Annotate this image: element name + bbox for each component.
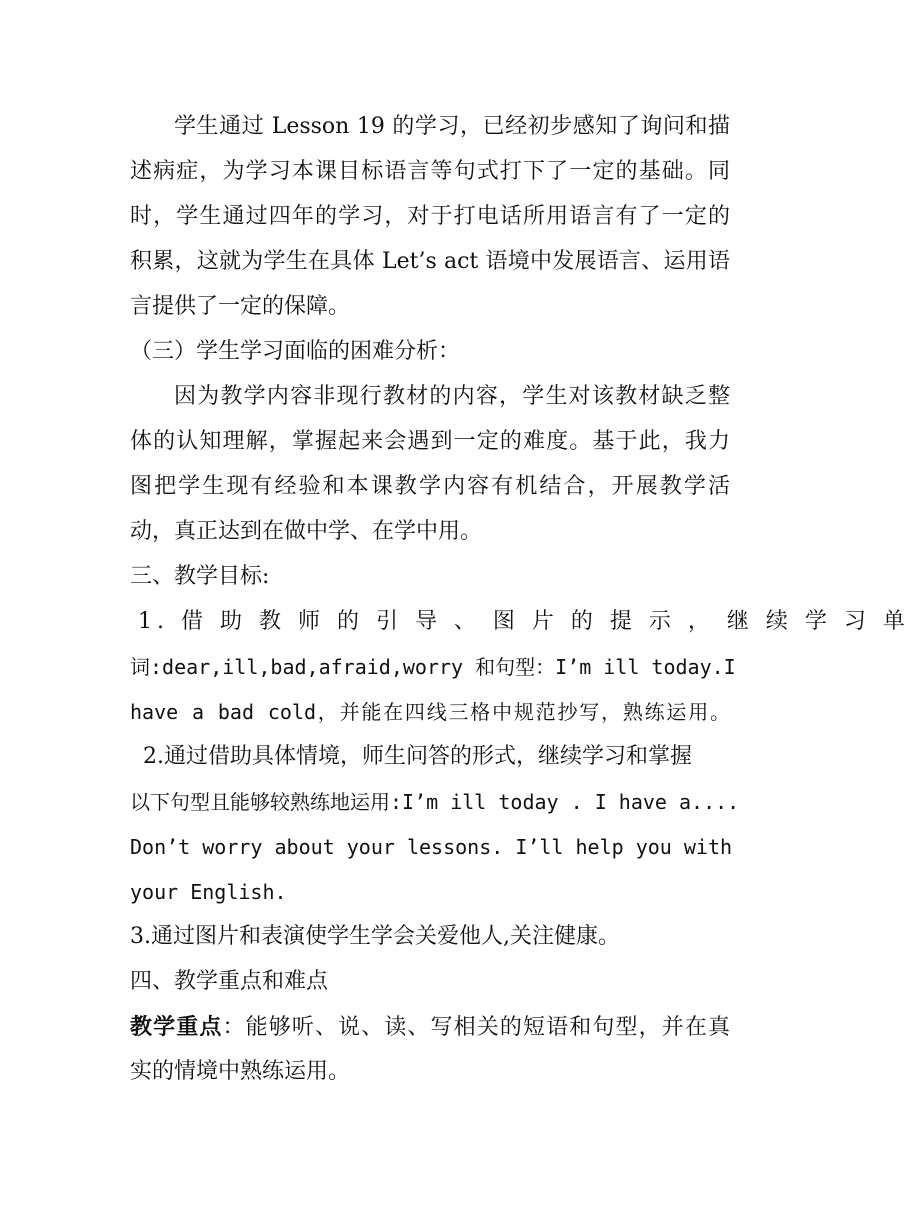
focus-text: ：能够听、说、读、写相关的短语和句型，并在真 — [222, 1015, 730, 1040]
paragraph-line-1: 学生通过 Lesson 19 的学习，已经初步感知了询问和描 — [174, 114, 730, 139]
goal-line-6: Don’t worry about your lessons. I’ll help you with — [130, 835, 733, 859]
paragraph-line-6: 因为教学内容非现行教材的内容，学生对该教材缺乏整 — [174, 384, 730, 409]
paragraph-line-9: 动，真正达到在做中学、在学中用。 — [130, 519, 483, 544]
focus-paragraph-line-2: 实的情境中熟练运用。 — [130, 1059, 351, 1084]
goal-line-8: 3.通过图片和表演使学生学会关爱他人,关注健康。 — [130, 924, 620, 949]
goal-line-3: have a bad cold，并能在四线三格中规范抄写，熟练运用。 — [130, 700, 730, 724]
paragraph-line-4: 积累，这就为学生在具体 Let’s act 语境中发展语言、运用语 — [130, 249, 730, 274]
goal-line-2: 词:dear,ill,bad,afraid,worry 和句型：I’m ill today.I — [130, 655, 736, 679]
paragraph-line-8: 图把学生现有经验和本课教学内容有机结合，开展教学活 — [130, 474, 730, 499]
goal-line-7: your English. — [130, 880, 287, 904]
focus-label: 教学重点 — [130, 1014, 223, 1040]
section-heading-focus: 四、教学重点和难点 — [130, 969, 329, 994]
goal-line-4: 2.通过借助具体情境，师生问答的形式，继续学习和掌握 — [143, 744, 692, 769]
paragraph-line-5: 言提供了一定的保障。 — [130, 294, 351, 319]
section-heading-difficulty: （三）学生学习面临的困难分析： — [130, 339, 461, 364]
goal-line-1: 1. 借 助 教 师 的 引 导 、 图 片 的 提 示 ， 继 续 学 习 单 — [138, 609, 910, 634]
paragraph-line-7: 体的认知理解，掌握起来会遇到一定的难度。基于此，我力 — [130, 429, 730, 454]
goal-line-5: 以下句型且能够较熟练地运用:I’m ill today . I have a.... — [130, 790, 740, 814]
focus-paragraph-line-1 — [130, 1010, 730, 1044]
paragraph-line-2: 述病症，为学习本课目标语言等句式打下了一定的基础。同 — [130, 159, 730, 184]
section-heading-goals: 三、教学目标: — [130, 564, 270, 589]
paragraph-line-3: 时，学生通过四年的学习，对于打电话所用语言有了一定的 — [130, 204, 730, 229]
